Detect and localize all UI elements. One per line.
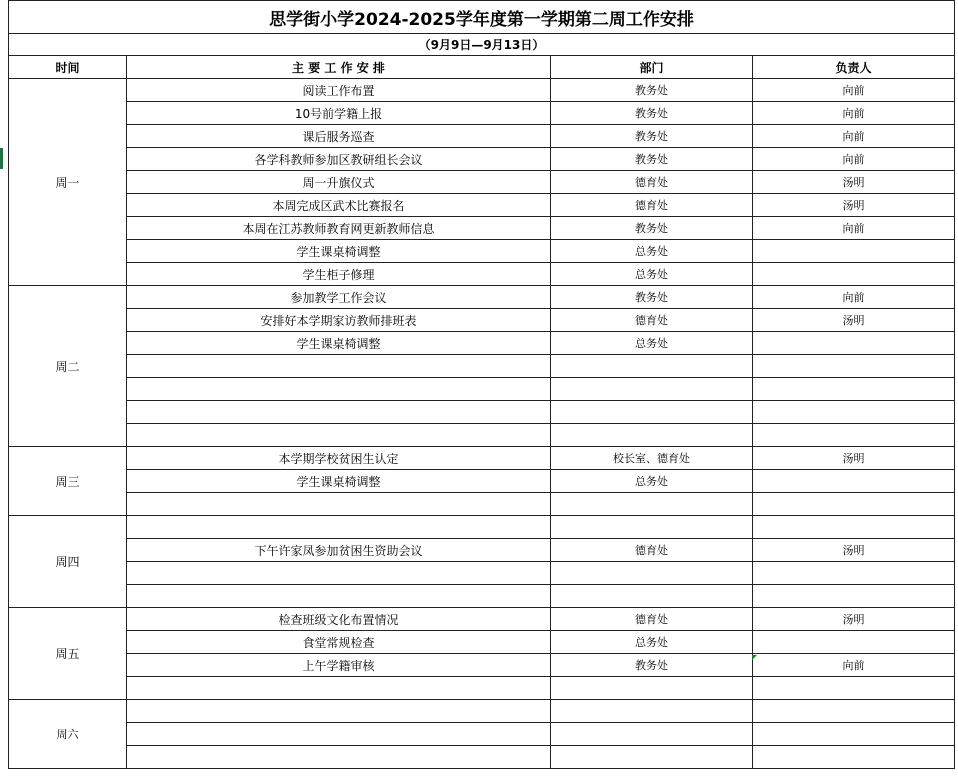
title-row — [9, 1, 955, 34]
schedule-table — [8, 0, 955, 769]
dept-cell[interactable] — [551, 355, 753, 378]
task-cell[interactable]: 本周完成区武术比赛报名 — [127, 194, 551, 217]
person-cell[interactable]: 向前 — [753, 79, 955, 102]
table-row — [9, 332, 955, 355]
person-cell[interactable]: 向前 — [753, 286, 955, 309]
dept-cell[interactable]: 总务处 — [551, 470, 753, 493]
table-row — [9, 79, 955, 102]
person-cell[interactable]: 汤明 — [753, 194, 955, 217]
task-cell[interactable] — [127, 424, 551, 447]
dept-cell[interactable] — [551, 516, 753, 539]
person-cell[interactable] — [753, 332, 955, 355]
task-cell[interactable] — [127, 401, 551, 424]
task-cell[interactable] — [127, 585, 551, 608]
sheet-title[interactable]: 思学街小学2024-2025学年度第一学期第二周工作安排 — [9, 1, 955, 34]
task-cell[interactable]: 学生课桌椅调整 — [127, 240, 551, 263]
task-cell[interactable]: 下午许家凤参加贫困生资助会议 — [127, 539, 551, 562]
table-row — [9, 470, 955, 493]
table-row — [9, 608, 955, 631]
task-cell[interactable]: 学生柜子修理 — [127, 263, 551, 286]
person-cell[interactable] — [753, 470, 955, 493]
task-cell[interactable]: 各学科教师参加区教研组长会议 — [127, 148, 551, 171]
day-cell[interactable]: 周六 — [9, 700, 127, 769]
person-cell[interactable]: 向前 — [753, 654, 955, 677]
dept-cell[interactable] — [551, 401, 753, 424]
header-tasks[interactable]: 主 要 工 作 安 排 — [127, 56, 551, 79]
dept-cell[interactable]: 教务处 — [551, 148, 753, 171]
person-cell[interactable] — [753, 263, 955, 286]
task-cell[interactable] — [127, 493, 551, 516]
person-cell[interactable]: 汤明 — [753, 539, 955, 562]
table-row — [9, 447, 955, 470]
task-cell[interactable] — [127, 700, 551, 723]
table-row — [9, 746, 955, 769]
person-cell[interactable]: 汤明 — [753, 608, 955, 631]
table-row — [9, 401, 955, 424]
comment-indicator-icon — [752, 655, 757, 660]
dept-cell[interactable]: 总务处 — [551, 631, 753, 654]
dept-cell[interactable]: 教务处 — [551, 125, 753, 148]
selected-row-marker — [0, 148, 3, 169]
table-row — [9, 723, 955, 746]
day-cell[interactable]: 周一 — [9, 79, 127, 286]
dept-cell[interactable] — [551, 677, 753, 700]
person-cell[interactable] — [753, 424, 955, 447]
table-row — [9, 171, 955, 194]
task-cell[interactable]: 检查班级文化布置情况 — [127, 608, 551, 631]
table-row — [9, 309, 955, 332]
table-row — [9, 125, 955, 148]
task-cell[interactable]: 阅读工作布置 — [127, 79, 551, 102]
task-cell[interactable]: 参加教学工作会议 — [127, 286, 551, 309]
task-cell[interactable]: 学生课桌椅调整 — [127, 470, 551, 493]
day-cell[interactable]: 周二 — [9, 286, 127, 447]
person-cell[interactable]: 向前 — [753, 148, 955, 171]
table-row — [9, 424, 955, 447]
dept-cell[interactable] — [551, 723, 753, 746]
task-cell[interactable] — [127, 562, 551, 585]
dept-cell[interactable] — [551, 378, 753, 401]
task-cell[interactable]: 10号前学籍上报 — [127, 102, 551, 125]
dept-cell[interactable]: 教务处 — [551, 102, 753, 125]
person-cell[interactable]: 汤明 — [753, 171, 955, 194]
row-header-strip — [0, 0, 8, 777]
table-row — [9, 240, 955, 263]
dept-cell[interactable]: 德育处 — [551, 194, 753, 217]
dept-cell[interactable]: 教务处 — [551, 654, 753, 677]
task-cell[interactable]: 安排好本学期家访教师排班表 — [127, 309, 551, 332]
table-row — [9, 355, 955, 378]
person-cell[interactable] — [753, 516, 955, 539]
day-cell[interactable]: 周五 — [9, 608, 127, 700]
task-cell[interactable] — [127, 746, 551, 769]
table-row — [9, 286, 955, 309]
table-row — [9, 378, 955, 401]
person-cell[interactable] — [753, 700, 955, 723]
dept-cell[interactable]: 德育处 — [551, 309, 753, 332]
table-row — [9, 263, 955, 286]
person-cell[interactable] — [753, 631, 955, 654]
header-row — [9, 56, 955, 79]
table-row — [9, 562, 955, 585]
day-cell[interactable]: 周三 — [9, 447, 127, 516]
table-row — [9, 677, 955, 700]
person-cell[interactable] — [753, 746, 955, 769]
date-range[interactable]: （9月9日—9月13日） — [9, 34, 955, 56]
person-cell[interactable]: 向前 — [753, 217, 955, 240]
person-cell[interactable] — [753, 677, 955, 700]
dept-cell[interactable] — [551, 700, 753, 723]
person-cell[interactable]: 汤明 — [753, 309, 955, 332]
dept-cell[interactable]: 教务处 — [551, 79, 753, 102]
person-cell[interactable] — [753, 585, 955, 608]
task-cell[interactable] — [127, 516, 551, 539]
person-cell[interactable] — [753, 493, 955, 516]
person-cell[interactable]: 汤明 — [753, 447, 955, 470]
header-time[interactable]: 时间 — [9, 56, 127, 79]
task-cell[interactable] — [127, 355, 551, 378]
person-cell[interactable] — [753, 562, 955, 585]
dept-cell[interactable] — [551, 585, 753, 608]
table-row — [9, 631, 955, 654]
table-row — [9, 700, 955, 723]
table-row — [9, 194, 955, 217]
day-cell[interactable]: 周四 — [9, 516, 127, 608]
dept-cell[interactable]: 教务处 — [551, 286, 753, 309]
dept-cell[interactable] — [551, 493, 753, 516]
dept-cell[interactable] — [551, 424, 753, 447]
person-cell[interactable] — [753, 240, 955, 263]
dept-cell[interactable] — [551, 562, 753, 585]
dept-cell[interactable] — [551, 746, 753, 769]
table-row — [9, 516, 955, 539]
dept-cell[interactable]: 总务处 — [551, 240, 753, 263]
task-cell[interactable] — [127, 677, 551, 700]
table-row — [9, 102, 955, 125]
task-cell[interactable]: 本学期学校贫困生认定 — [127, 447, 551, 470]
subtitle-row — [9, 34, 955, 56]
table-row — [9, 539, 955, 562]
person-cell[interactable]: 向前 — [753, 102, 955, 125]
dept-cell[interactable]: 教务处 — [551, 217, 753, 240]
table-row — [9, 493, 955, 516]
header-dept[interactable]: 部门 — [551, 56, 753, 79]
task-cell[interactable] — [127, 723, 551, 746]
task-cell[interactable]: 课后服务巡查 — [127, 125, 551, 148]
person-cell[interactable] — [753, 723, 955, 746]
table-row — [9, 585, 955, 608]
task-cell[interactable]: 上午学籍审核 — [127, 654, 551, 677]
task-cell[interactable]: 本周在江苏教师教育网更新教师信息 — [127, 217, 551, 240]
person-cell[interactable]: 向前 — [753, 125, 955, 148]
task-cell[interactable]: 周一升旗仪式 — [127, 171, 551, 194]
person-cell[interactable] — [753, 401, 955, 424]
header-person[interactable]: 负责人 — [753, 56, 955, 79]
task-cell[interactable] — [127, 378, 551, 401]
dept-cell[interactable]: 总务处 — [551, 332, 753, 355]
table-row — [9, 654, 955, 677]
dept-cell[interactable]: 总务处 — [551, 263, 753, 286]
dept-cell[interactable]: 校长室、德育处 — [551, 447, 753, 470]
task-cell[interactable]: 食堂常规检查 — [127, 631, 551, 654]
table-row — [9, 148, 955, 171]
task-cell[interactable]: 学生课桌椅调整 — [127, 332, 551, 355]
dept-cell[interactable]: 德育处 — [551, 171, 753, 194]
person-cell[interactable] — [753, 355, 955, 378]
person-cell[interactable] — [753, 378, 955, 401]
dept-cell[interactable]: 德育处 — [551, 608, 753, 631]
dept-cell[interactable]: 德育处 — [551, 539, 753, 562]
table-row — [9, 217, 955, 240]
